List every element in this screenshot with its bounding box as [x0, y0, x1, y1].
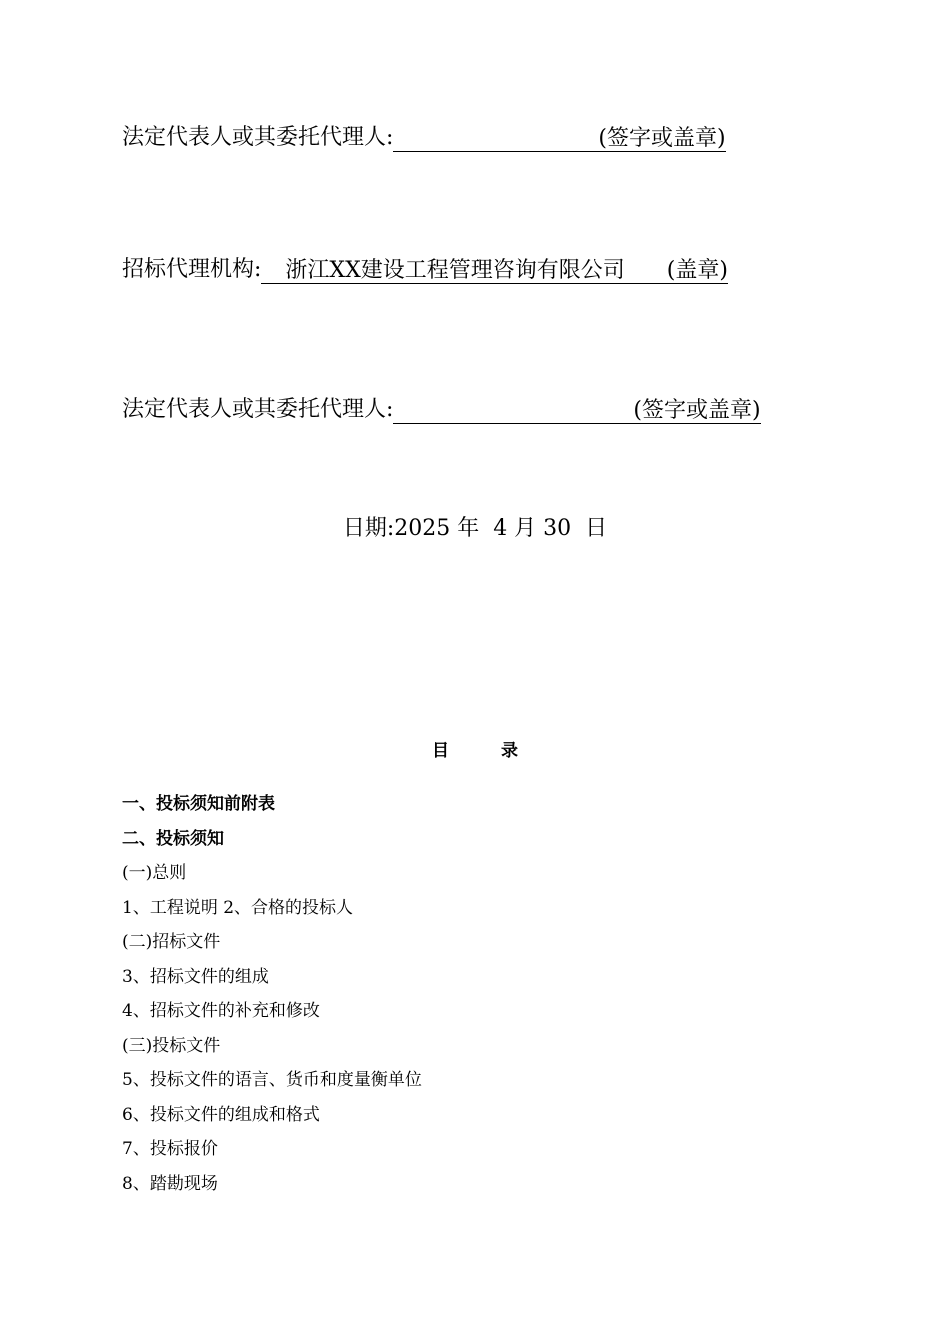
toc-item[interactable]: 4、招标文件的补充和修改: [122, 1001, 320, 1021]
sign-or-seal-note-2: (签字或盖章): [633, 398, 761, 423]
toc-item[interactable]: 5、投标文件的语言、货币和度量衡单位: [122, 1070, 422, 1090]
sign-or-seal-note-1: (签字或盖章): [598, 126, 726, 151]
legal-rep-signature-line-2: [122, 396, 761, 424]
signature-blank-1[interactable]: [393, 127, 598, 152]
toc-item[interactable]: (一)总则: [122, 863, 187, 883]
legal-rep-signature-line-1: [122, 124, 726, 152]
toc-title-char-2: 录: [501, 741, 518, 761]
toc-item[interactable]: 7、投标报价: [122, 1139, 218, 1159]
legal-rep-label-1: 法定代表人或其委托代理人:: [122, 125, 394, 150]
toc-item[interactable]: 3、招标文件的组成: [122, 966, 269, 987]
agency-name: 浙江XX建设工程管理咨询有限公司: [261, 257, 630, 284]
toc-item[interactable]: 6、投标文件的组成和格式: [122, 1104, 320, 1125]
toc-item[interactable]: 1、工程说明 2、合格的投标人: [122, 897, 354, 918]
seal-note: (盖章): [631, 257, 728, 284]
toc-item[interactable]: 8、踏勘现场: [122, 1173, 218, 1194]
signature-blank-2[interactable]: [393, 399, 633, 424]
agency-label: 招标代理机构:: [122, 257, 262, 282]
toc-item[interactable]: 二、投标须知: [122, 828, 224, 849]
date-line: 日期:2025 年 4 月 30 日: [342, 516, 608, 541]
toc-list: [122, 792, 422, 1206]
toc-item[interactable]: (三)投标文件: [122, 1035, 221, 1056]
legal-rep-label-2: 法定代表人或其委托代理人:: [122, 397, 394, 422]
toc-item[interactable]: 一、投标须知前附表: [122, 794, 275, 814]
agency-line: [122, 256, 728, 284]
toc-item[interactable]: (二)招标文件: [122, 932, 221, 952]
toc-title-char-1: 目: [432, 741, 449, 761]
toc-title: [0, 736, 950, 761]
